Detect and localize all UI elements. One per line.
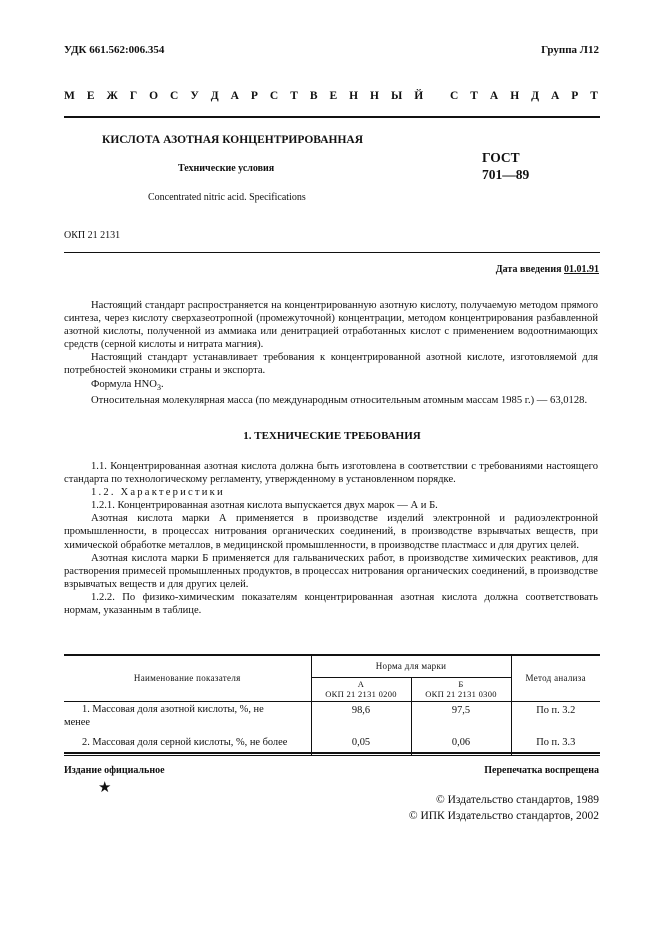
row-name: 2. Массовая доля серной кислоты, %, не более bbox=[64, 731, 311, 755]
clause-1-2-2: 1.2.2. По физико-химическим показателям концентрированная азотная кислота должна соответствовать нормам, указанным в таблице. bbox=[64, 591, 598, 617]
title-rule bbox=[64, 252, 600, 253]
intro-paragraph: Настоящий стандарт устанавливает требования к концентрированной азотной кислоте, изготовляемой для потребностей экономики страны и экспорта. bbox=[64, 352, 598, 377]
banner-letter: Г bbox=[129, 90, 138, 102]
interstate-standard-banner bbox=[64, 90, 598, 110]
banner-letter: Е bbox=[86, 90, 95, 102]
intro-date bbox=[496, 263, 599, 276]
header-rule bbox=[64, 116, 600, 118]
banner-letter: А bbox=[489, 90, 499, 102]
copyright-1989: © Издательство стандартов, 1989 bbox=[435, 794, 599, 806]
column-header-grade-a: А ОКП 21 2131 0200 bbox=[311, 677, 411, 701]
banner-letter: Т bbox=[590, 90, 598, 102]
clause-1-2: 1.2. Характеристики bbox=[91, 487, 225, 499]
table-header-row bbox=[64, 655, 600, 677]
english-title: Concentrated nitric acid. Specifications bbox=[148, 192, 306, 203]
clause-1-1: 1.1. Концентрированная азотная кислота должна быть изготовлена в соответствии с требованиями настоящего стандарта по технологическому регламенту, утвержденному в установленном порядке. bbox=[64, 461, 598, 486]
star-icon: ★ bbox=[98, 780, 112, 796]
banner-letter: С bbox=[269, 90, 279, 102]
copyright-2002: © ИПК Издательство стандартов, 2002 bbox=[408, 810, 599, 822]
footer-rule bbox=[64, 752, 600, 754]
reprint-notice: Перепечатка воспрещена bbox=[484, 765, 599, 776]
okp-code: ОКП 21 2131 bbox=[64, 230, 121, 241]
banner-letter: С bbox=[170, 90, 179, 102]
molecular-mass-paragraph: Относительная молекулярная масса (по международным относительным атомным массам 1985 г.) — 63,0128. bbox=[91, 394, 588, 406]
grade-a-paragraph: Азотная кислота марки А применяется в производстве изделий электронной и радиоэлектронной промышленности, в процессах нитрования органических соединений, в производстве взрывчатых веществ, при химической обработке металлов, в медицинской промышленности, в производстве пластмасс и для других целей. bbox=[64, 513, 598, 551]
column-header-norm: Норма для марки bbox=[311, 655, 511, 677]
table-row bbox=[64, 701, 600, 731]
banner-letter: Й bbox=[414, 90, 424, 102]
official-edition: Издание официальное bbox=[64, 765, 165, 776]
banner-letter bbox=[435, 90, 438, 110]
intro-date-label: Дата введения bbox=[495, 264, 562, 275]
norms-table bbox=[64, 654, 600, 756]
row-name: 1. Массовая доля азотной кислоты, %, не менее bbox=[64, 704, 264, 729]
intro-date-value: 01.01.91 bbox=[564, 264, 599, 275]
banner-letter: Н bbox=[510, 90, 520, 102]
column-header-name: Наименование показателя bbox=[64, 655, 311, 701]
row-value-b: 97,5 bbox=[411, 701, 511, 731]
banner-letter: А bbox=[230, 90, 239, 102]
banner-letter: Ж bbox=[106, 90, 118, 102]
banner-letter: Д bbox=[210, 90, 219, 102]
row-value-a: 0,05 bbox=[311, 731, 411, 755]
column-header-grade-b: Б ОКП 21 2131 0300 bbox=[411, 677, 511, 701]
banner-letter: А bbox=[551, 90, 560, 102]
row-method: По п. 3.2 bbox=[511, 701, 600, 731]
banner-letter: Р bbox=[571, 90, 579, 102]
banner-letter: М bbox=[64, 90, 75, 102]
banner-letter: Н bbox=[349, 90, 359, 102]
document-title: КИСЛОТА АЗОТНАЯ КОНЦЕНТРИРОВАННАЯ bbox=[102, 134, 364, 146]
section-heading: 1. ТЕХНИЧЕСКИЕ ТРЕБОВАНИЯ bbox=[243, 430, 421, 442]
clause-1-2-1: 1.2.1. Концентрированная азотная кислота выпускается двух марок — А и Б. bbox=[91, 500, 438, 512]
banner-letter: Ы bbox=[390, 90, 403, 102]
row-method: По п. 3.3 bbox=[511, 731, 600, 755]
udk-code: УДК 661.562:006.354 bbox=[64, 44, 165, 56]
intro-paragraph: Настоящий стандарт распространяется на концентрированную азотную кислоту, получаемую методом прямого синтеза, через кислоту сверхазеотропной (промежуточной) концентрации, методом концентрирования разбавленной азотной кислоты, полученной из аммиака или денитрацией отработанных кислот с применением водоотнимающих средств (серной кислоты и нитрата магния). bbox=[64, 300, 598, 351]
banner-letter: Т bbox=[470, 90, 478, 102]
banner-letter: С bbox=[449, 90, 459, 102]
banner-letter: Е bbox=[329, 90, 338, 102]
banner-letter: Д bbox=[531, 90, 540, 102]
section-1-text bbox=[64, 460, 598, 617]
banner-letter: Т bbox=[290, 90, 298, 102]
intro-text bbox=[64, 299, 598, 407]
gost-label: ГОСТ bbox=[482, 150, 520, 165]
group-code: Группа Л12 bbox=[541, 44, 599, 56]
column-header-method: Метод анализа bbox=[511, 655, 600, 701]
gost-number: 701—89 bbox=[482, 167, 530, 182]
grade-b-paragraph: Азотная кислота марки Б применяется для гальванических работ, в производстве химических реактивов, для растворения примесей промышленных продуктов, в процессах нитрования органических соединений, в производстве взрывчатых веществ и для других целей. bbox=[64, 552, 598, 590]
banner-letter: В bbox=[309, 90, 318, 102]
row-value-a: 98,6 bbox=[311, 701, 411, 731]
row-value-b: 0,06 bbox=[411, 731, 511, 755]
document-subtitle: Технические условия bbox=[178, 163, 275, 174]
banner-letter: О bbox=[149, 90, 159, 102]
banner-letter: Н bbox=[370, 90, 379, 102]
banner-letter: Р bbox=[250, 90, 258, 102]
banner-letter: У bbox=[190, 90, 199, 102]
formula-paragraph: Формула $HNO_3$. bbox=[91, 378, 164, 392]
